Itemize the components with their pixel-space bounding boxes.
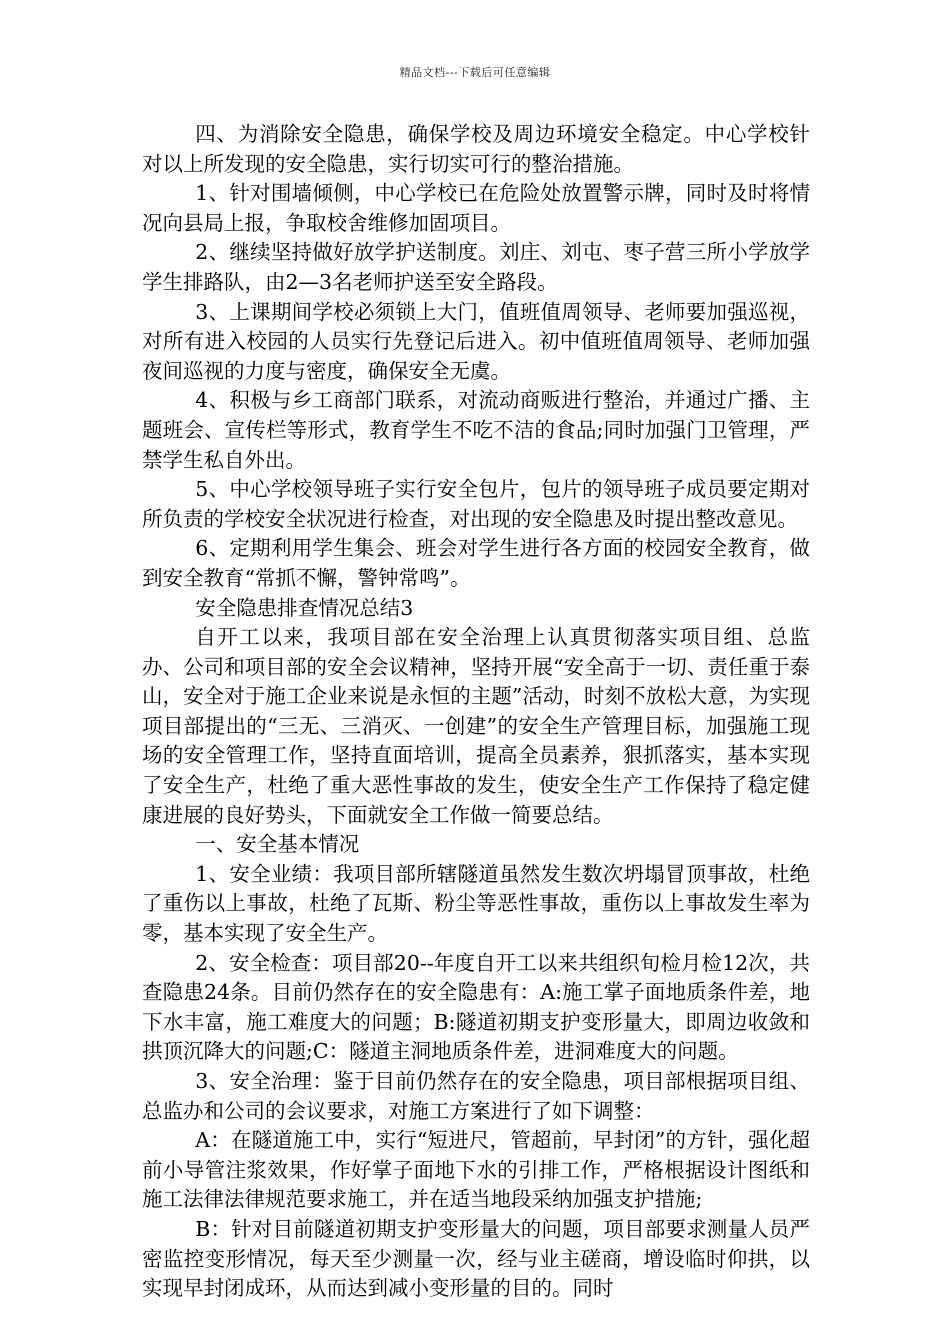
paragraph: 1、安全业绩：我项目部所辖隧道虽然发生数次坍塌冒顶事故，杜绝了重伤以上事故，杜绝了瓦斯、粉尘等恶性事故，重伤以上事故发生率为零，基本实现了安全生产。	[142, 861, 810, 946]
section-heading: 一、安全基本情况	[195, 832, 360, 857]
page-header: 精品文档---下载后可任意编辑	[399, 66, 551, 79]
paragraph: 2、安全检查：项目部20--年度自开工以来共组织旬检月检12次，共查隐患24条。目前仍然存在的安全隐患有：A:施工掌子面地质条件差，地下水丰富，施工难度大的问题；B:隧道初期支护变形量大，即周边收敛和拱顶沉降大的问题;C：隧道主洞地质条件差，进洞难度大的问题。	[142, 950, 810, 1064]
paragraph: 6、定期利用学生集会、班会对学生进行各方面的校园安全教育，做到安全教育“常抓不懈，警钟常鸣”。	[142, 536, 810, 590]
paragraph: 1、针对围墙倾侧，中心学校已在危险处放置警示牌，同时及时将情况向县局上报，争取校舍维修加固项目。	[142, 181, 810, 235]
paragraph: A：在隧道施工中，实行“短进尺，管超前，早封闭”的方针，强化超前小导管注浆效果，作好掌子面地下水的引排工作，严格根据设计图纸和施工法律法律规范要求施工，并在适当地段采纳加强支护措施;	[142, 1128, 810, 1212]
paragraph: 自开工以来，我项目部在安全治理上认真贯彻落实项目组、总监办、公司和项目部的安全会议精神，坚持开展“安全高于一切、责任重于泰山，安全对于施工企业来说是永恒的主题”活动，时刻不放松大意，为实现项目部提出的“三无、三消灭、一创建”的安全生产管理目标，加强施工现场的安全管理工作，坚持直面培训，提高全员素养，狠抓落实，基本实现了安全生产，杜绝了重大恶性事故的发生，使安全生产工作保持了稳定健康进展的良好势头，下面就安全工作做一简要总结。	[142, 625, 810, 827]
document-body	[142, 120, 810, 1304]
section-title: 安全隐患排查情况总结3	[195, 595, 414, 620]
paragraph: 3、上课期间学校必须锁上大门，值班值周领导、老师要加强巡视，对所有进入校园的人员实行先登记后进入。初中值班值周领导、老师加强夜间巡视的力度与密度，确保安全无虞。	[142, 299, 810, 383]
paragraph: 四、为消除安全隐患，确保学校及周边环境安全稳定。中心学校针对以上所发现的安全隐患，实行切实可行的整治措施。	[142, 122, 810, 176]
paragraph: B：针对目前隧道初期支护变形量大的问题，项目部要求测量人员严密监控变形情况，每天至少测量一次，经与业主磋商，增设临时仰拱，以实现早封闭成环，从而达到减小变形量的目的。同时	[142, 1216, 810, 1301]
paragraph: 3、安全治理：鉴于目前仍然存在的安全隐患，项目部根据项目组、总监办和公司的会议要求，对施工方案进行了如下调整：	[142, 1069, 810, 1123]
paragraph: 4、积极与乡工商部门联系，对流动商贩进行整治，并通过广播、主题班会、宣传栏等形式，教育学生不吃不洁的食品;同时加强门卫管理，严禁学生私自外出。	[142, 388, 810, 472]
paragraph: 5、中心学校领导班子实行安全包片，包片的领导班子成员要定期对所负责的学校安全状况进行检查，对出现的安全隐患及时提出整改意见。	[142, 477, 810, 531]
paragraph: 2、继续坚持做好放学护送制度。刘庄、刘屯、枣子营三所小学放学学生排路队，由2—3名老师护送至安全路段。	[142, 240, 810, 294]
